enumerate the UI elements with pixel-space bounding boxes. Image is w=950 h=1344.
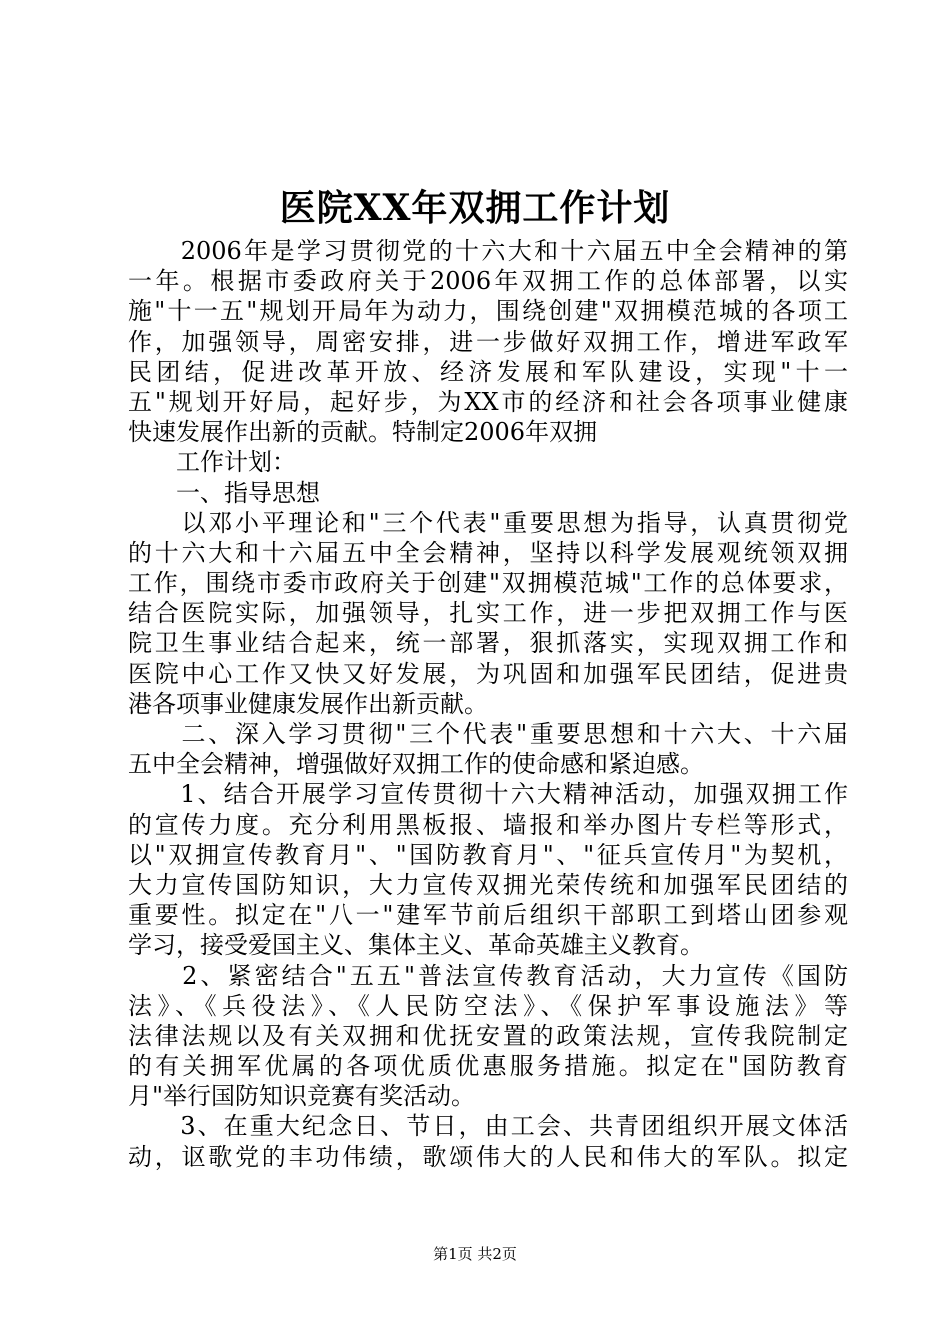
text-line: 作，加强领导，周密安排，进一步做好双拥工作，增进军政军 [128,327,848,356]
text-line: 2006年是学习贯彻党的十六大和十六届五中全会精神的第 [128,237,848,265]
text-line: 法》、《兵役法》、《人民防空法》、《保护军事设施法》等 [128,991,848,1020]
text-line: 工作计划： [128,448,296,477]
text-line: 一、指导思想 [128,478,320,507]
text-line: 重要性。拟定在"八一"建军节前后组织干部职工到塔山团参观 [128,901,848,930]
document-title: 医院XX年双拥工作计划 [279,187,671,229]
text-line: 的有关拥军优属的各项优质优惠服务措施。拟定在"国防教育 [128,1052,848,1081]
text-line: 的十六大和十六届五中全会精神，坚持以科学发展观统领双拥 [128,538,848,567]
text-line: 动，讴歌党的丰功伟绩，歌颂伟大的人民和伟大的军队。拟定 [128,1142,848,1171]
text-line: 港各项事业健康发展作出新贡献。 [128,689,488,718]
page-footer: 第1页 共2页 [433,1245,517,1263]
text-line: 法律法规以及有关双拥和优抚安置的政策法规，宣传我院制定 [128,1021,848,1050]
text-line: 月"举行国防知识竞赛有奖活动。 [128,1082,476,1111]
text-line: 以"双拥宣传教育月"、"国防教育月"、"征兵宣传月"为契机， [128,840,848,869]
text-line: 大力宣传国防知识，大力宣传双拥光荣传统和加强军民团结的 [128,870,848,899]
text-line: 3、在重大纪念日、节日，由工会、共青团组织开展文体活 [128,1112,848,1141]
text-line: 工作，围绕市委市政府关于创建"双拥模范城"工作的总体要求， [128,569,848,598]
text-line: 以邓小平理论和"三个代表"重要思想为指导，认真贯彻党 [128,508,848,537]
text-line: 2、紧密结合"五五"普法宣传教育活动，大力宣传《国防 [128,961,848,990]
text-line: 结合医院实际，加强领导，扎实工作，进一步把双拥工作与医 [128,599,848,628]
text-line: 医院中心工作又快又好发展，为巩固和加强军民团结，促进贵 [128,659,848,688]
text-line: 施"十一五"规划开局年为动力，围绕创建"双拥模范城的各项工 [128,297,848,326]
text-line: 五中全会精神，增强做好双拥工作的使命感和紧迫感。 [128,750,704,779]
text-line: 五"规划开好局，起好步，为XX市的经济和社会各项事业健康 [128,387,848,416]
text-line: 一年。根据市委政府关于2006年双拥工作的总体部署，以实 [128,267,848,296]
text-line: 院卫生事业结合起来，统一部署，狠抓落实，实现双拥工作和 [128,629,848,658]
text-line: 学习，接受爱国主义、集体主义、革命英雄主义教育。 [128,931,704,960]
text-line: 民团结，促进改革开放、经济发展和军队建设，实现"十一 [128,357,848,386]
text-line: 二、深入学习贯彻"三个代表"重要思想和十六大、十六届 [128,720,848,748]
text-line: 的宣传力度。充分利用黑板报、墙报和举办图片专栏等形式， [128,810,848,839]
text-line: 1、结合开展学习宣传贯彻十六大精神活动，加强双拥工作 [128,780,848,809]
text-line: 快速发展作出新的贡献。特制定2006年双拥 [128,418,598,447]
document-body [128,236,848,1172]
